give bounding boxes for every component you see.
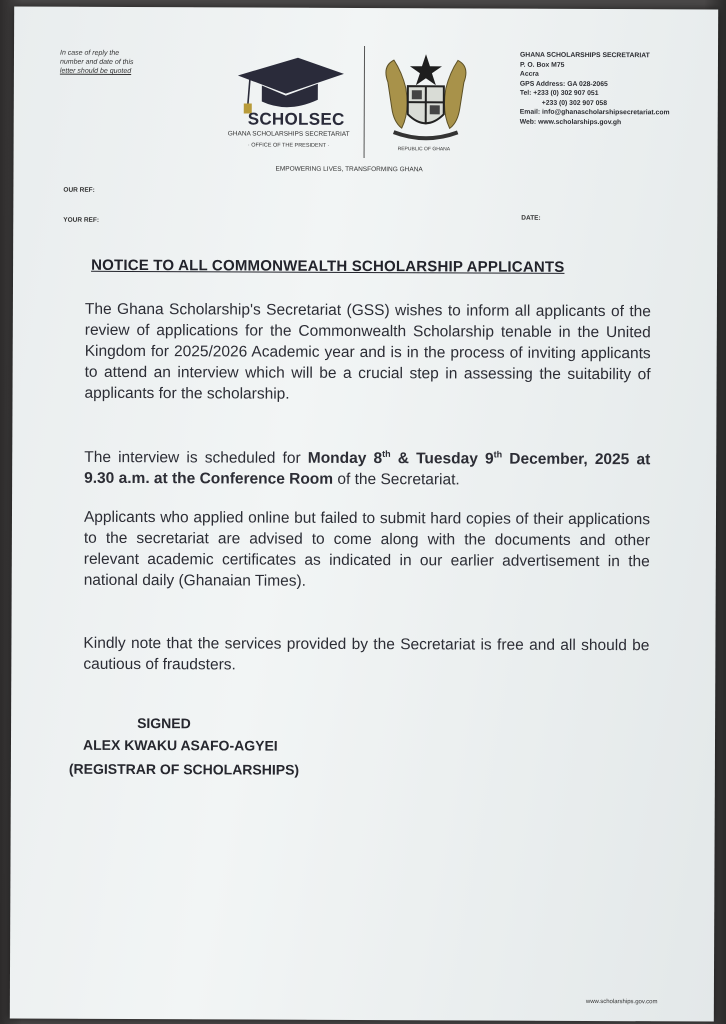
reply-note-line: letter should be quoted bbox=[59, 67, 132, 75]
address-city: Accra bbox=[519, 70, 539, 78]
date-label: DATE: bbox=[521, 214, 541, 222]
schedule-text: The interview is scheduled for bbox=[84, 448, 308, 467]
paragraph-interview-schedule bbox=[84, 443, 650, 492]
logo-subtitle: GHANA SCHOLARSHIPS SECRETARIAT bbox=[227, 130, 350, 138]
logo-office: · OFFICE OF THE PRESIDENT · bbox=[247, 142, 330, 149]
paragraph-fraud-warning: Kindly note that the services provided by the Secretariat is free and all should be cautious of fraudsters. bbox=[83, 634, 650, 674]
signatory-name: ALEX KWAKU ASAFO-AGYEI bbox=[82, 736, 278, 754]
letter-page bbox=[10, 6, 718, 1021]
address-org: GHANA SCHOLARSHIPS SECRETARIAT bbox=[519, 51, 650, 60]
address-tel: +233 (0) 302 907 058 bbox=[541, 99, 608, 107]
tagline: EMPOWERING LIVES, TRANSFORMING GHANA bbox=[275, 165, 423, 174]
scholsec-logo bbox=[214, 47, 364, 158]
notice-title: NOTICE TO ALL COMMONWEALTH SCHOLARSHIP APPLICANTS bbox=[91, 256, 565, 276]
address-po-box: P. O. Box M75 bbox=[519, 61, 565, 69]
graduation-cap-icon bbox=[232, 53, 348, 116]
header-divider bbox=[364, 46, 365, 158]
reply-note bbox=[60, 49, 170, 76]
address-email: Email: info@ghanascholarshipsecretariat.com bbox=[519, 108, 670, 117]
our-ref-label: OUR REF: bbox=[63, 186, 95, 194]
paragraph-intro: The Ghana Scholarship's Secretariat (GSS) wishes to inform all applicants of the review of applications for the Commonwealth Scholarship tenable in the United Kingdom for 2025/2026 Academic year and is in the process of inviting applicants to attend an interview which will be a crucial step in assessing the suitability of applicants for the scholarship. bbox=[84, 300, 651, 403]
reply-note-line: number and date of this bbox=[59, 58, 134, 66]
reply-note-line: In case of reply the bbox=[59, 49, 120, 57]
footer-url: www.scholarships.gov.com bbox=[585, 998, 658, 1006]
your-ref-label: YOUR REF: bbox=[63, 216, 100, 224]
letter-content bbox=[10, 6, 718, 1021]
schedule-date: Monday 8th & Tuesday 9th December, 2025 at 9.30 a.m. at the Conference Room bbox=[84, 449, 651, 489]
schedule-text-end: of the Secretariat. bbox=[333, 471, 460, 489]
paragraph-hard-copies: Applicants who applied online but failed to submit hard copies of their applications to the secretariat are advised to come along with the documents and other relevant academic certificates as indicated in our earlier advertisement in the national daily (Ghanaian Times). bbox=[83, 508, 651, 590]
address-block bbox=[520, 51, 715, 128]
address-tel: Tel: +233 (0) 302 907 051 bbox=[519, 89, 599, 98]
signatory-role: (REGISTRAR OF SCHOLARSHIPS) bbox=[68, 760, 300, 778]
address-gps: GPS Address: GA 028-2065 bbox=[519, 80, 608, 88]
address-web: Web: www.scholarships.gov.gh bbox=[519, 118, 622, 126]
signed-label: SIGNED bbox=[137, 715, 191, 732]
logo-wordmark: SCHOLSEC bbox=[247, 109, 345, 129]
coat-of-arms-label: REPUBLIC OF GHANA bbox=[397, 146, 451, 153]
coat-of-arms-icon bbox=[380, 52, 472, 146]
